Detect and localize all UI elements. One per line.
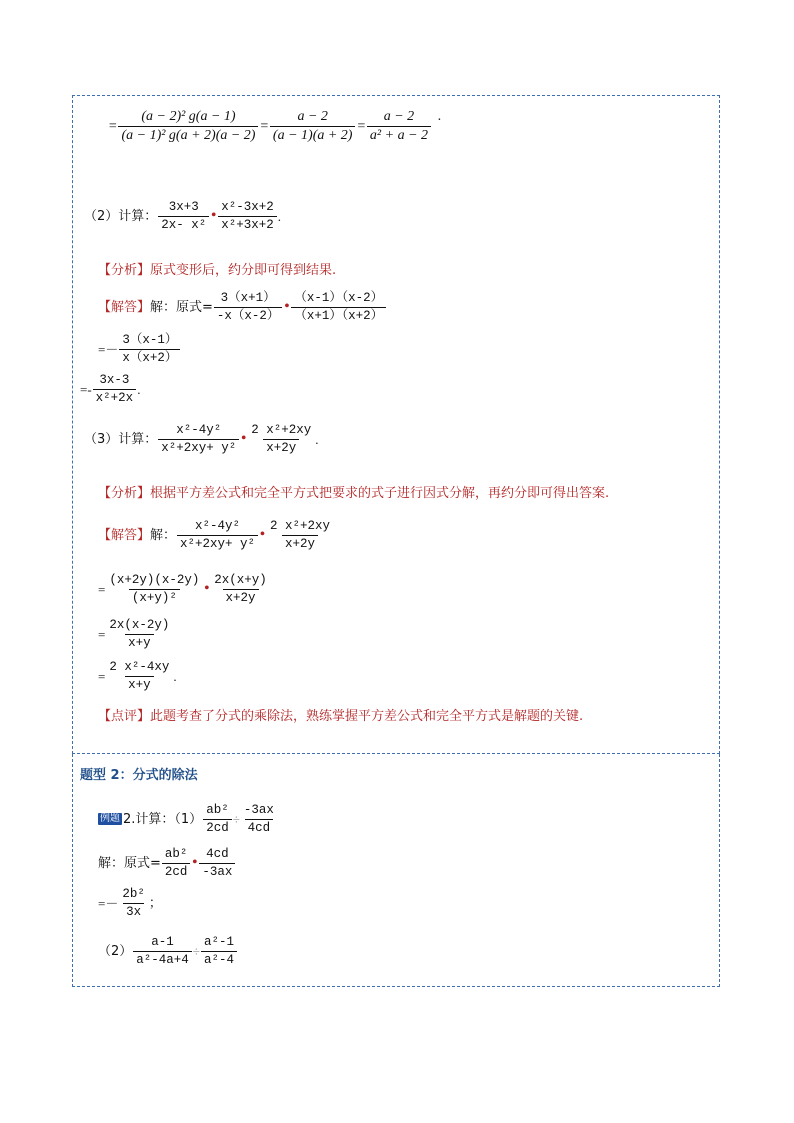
numerator: a − 2: [383, 109, 415, 124]
denominator: x+2y: [282, 535, 318, 551]
equals-sign: =: [356, 118, 366, 134]
comment-3: [98, 710, 583, 723]
question-2: [84, 201, 281, 231]
analysis-text: 原式变形后，约分即可得到结果.: [150, 263, 337, 278]
multiply-dot: •: [211, 208, 217, 223]
numerator: x²-4y²: [176, 423, 222, 437]
example-badge: 例题: [100, 813, 120, 824]
numerator: a²-1: [203, 935, 234, 949]
numerator: 2 x²+2xy: [251, 423, 312, 437]
analysis-tag: 【分析】: [98, 486, 151, 501]
example-2: [98, 804, 278, 834]
multiply-dot: •: [204, 581, 210, 596]
comment-tag: 【点评】: [98, 709, 151, 724]
answer-3-step: [98, 574, 271, 604]
fraction: [270, 110, 356, 143]
part-label: （2）: [98, 943, 133, 959]
step-prefix: =－: [98, 341, 119, 357]
numerator: x²-4y²: [195, 519, 241, 533]
denominator: x（x+2）: [119, 349, 180, 365]
example-label: 2.计算：（1）: [123, 811, 203, 827]
answer-3-result: [98, 661, 177, 691]
numerator: 4cd: [206, 847, 229, 861]
denominator: 4cd: [245, 819, 274, 835]
denominator: x²+2xy+ y²: [158, 439, 239, 455]
numerator: 2b²: [122, 887, 145, 901]
period: .: [438, 109, 442, 124]
period: .: [137, 381, 141, 397]
fraction: [158, 424, 239, 454]
numerator: 3（x-1）: [122, 333, 178, 347]
numerator: 2x(x-2y): [109, 618, 170, 632]
section-title-text: 题型 2：分式的除法: [80, 768, 198, 783]
fraction: [201, 936, 237, 966]
period: .: [277, 208, 281, 224]
denominator: a²-4a+4: [133, 951, 192, 967]
answer-tag: 【解答】: [98, 527, 151, 543]
fraction: [248, 424, 314, 454]
question-label: （2）计算：: [84, 208, 158, 224]
fraction: [199, 848, 235, 878]
fraction: [106, 619, 172, 649]
denominator: x+2y: [263, 439, 299, 455]
answer-tag: 【解答】: [98, 299, 151, 315]
numerator: a − 2: [297, 109, 328, 124]
equals-sign: =: [108, 118, 118, 134]
numerator: a-1: [151, 935, 174, 949]
multiply-dot: •: [260, 527, 265, 542]
numerator: ab²: [164, 847, 188, 861]
numerator: 3x+3: [168, 200, 199, 214]
multiply-dot: •: [241, 431, 247, 446]
denominator: x²+2xy+ y²: [177, 535, 258, 551]
divide-sign: ÷: [192, 943, 200, 959]
section-title: [80, 769, 198, 782]
denominator: 2cd: [162, 863, 191, 879]
fraction: [106, 574, 202, 604]
multiply-dot: •: [192, 855, 198, 870]
fraction: [267, 520, 333, 550]
period: .: [315, 431, 319, 447]
fraction: [291, 292, 386, 322]
answer-3-step: [98, 619, 173, 649]
numerator: 2 x²-4xy: [109, 660, 170, 674]
answer-2-result: [80, 374, 140, 404]
step-prefix: =: [98, 668, 106, 684]
numerator: 3x-3: [99, 373, 130, 387]
denominator: x²+2x: [93, 389, 137, 405]
denominator: 2cd: [203, 819, 232, 835]
question-label: （3）计算：: [84, 431, 158, 447]
numerator: -3ax: [243, 803, 274, 817]
solution-2-result: [98, 888, 162, 918]
denominator: x+y: [125, 676, 154, 692]
fraction: [133, 936, 192, 966]
analysis-3: [98, 487, 609, 500]
fraction: [106, 661, 172, 691]
denominator: (x+y)²: [129, 589, 180, 605]
fraction: [162, 848, 191, 878]
numerator: 3（x+1）: [220, 291, 276, 305]
analysis-text: 根据平方差公式和完全平方式把要求的式子进行因式分解，再约分即可得出答案.: [150, 486, 610, 501]
denominator: 2x- x²: [158, 216, 209, 232]
semicolon: ；: [148, 895, 162, 911]
comment-text: 此题考查了分式的乘除法，熟练掌握平方差公式和完全平方式是解题的关键.: [150, 709, 584, 724]
solution-2: [98, 848, 236, 878]
numerator: 2 x²+2xy: [269, 519, 330, 533]
part-2: [98, 936, 238, 966]
denominator: x+y: [125, 634, 154, 650]
answer-2-step: [98, 334, 181, 364]
fraction: [367, 110, 431, 143]
fraction: [214, 292, 283, 322]
derivation-line: [108, 110, 442, 143]
step-prefix: =-: [80, 381, 92, 397]
multiply-dot: •: [284, 299, 290, 314]
fraction: [211, 574, 270, 604]
fraction: [177, 520, 258, 550]
denominator: (a − 1)² g(a + 2)(a − 2): [118, 126, 258, 143]
numerator: 2x(x+y): [214, 573, 267, 587]
step-prefix: =－: [98, 895, 119, 911]
divide-sign: ÷: [232, 811, 240, 827]
numerator: （x-1）（x-2）: [294, 291, 384, 305]
fraction: [93, 374, 137, 404]
numerator: x²-3x+2: [221, 200, 274, 214]
fraction: [218, 201, 277, 231]
numerator: (a − 2)² g(a − 1): [141, 109, 236, 124]
equals-sign: =: [259, 118, 269, 134]
numerator: (x+2y)(x-2y): [109, 573, 200, 587]
fraction: [241, 804, 277, 834]
answer-2: [98, 292, 387, 322]
step-prefix: =: [98, 626, 106, 642]
solution-prefix: 解：原式=: [98, 855, 161, 871]
denominator: x²+3x+2: [218, 216, 277, 232]
fraction: [203, 804, 232, 834]
answer-prefix: 解：原式=: [150, 299, 213, 315]
step-prefix: =: [98, 581, 106, 597]
denominator: (a − 1)(a + 2): [270, 126, 356, 143]
answer-3: [98, 520, 334, 550]
denominator: a² + a − 2: [367, 126, 431, 143]
numerator: ab²: [206, 803, 229, 817]
fraction: [158, 201, 209, 231]
fraction: [118, 110, 258, 143]
period: .: [173, 668, 177, 684]
denominator: x+2y: [223, 589, 259, 605]
denominator: -x（x-2）: [214, 307, 283, 323]
fraction: [119, 888, 148, 918]
answer-prefix: 解：: [150, 527, 177, 543]
analysis-2: [98, 264, 336, 277]
denominator: a²-4: [201, 951, 237, 967]
denominator: 3x: [123, 903, 144, 919]
analysis-tag: 【分析】: [98, 263, 151, 278]
denominator: -3ax: [199, 863, 235, 879]
question-3: [84, 424, 318, 454]
denominator: （x+1）（x+2）: [291, 307, 386, 323]
fraction: [119, 334, 180, 364]
